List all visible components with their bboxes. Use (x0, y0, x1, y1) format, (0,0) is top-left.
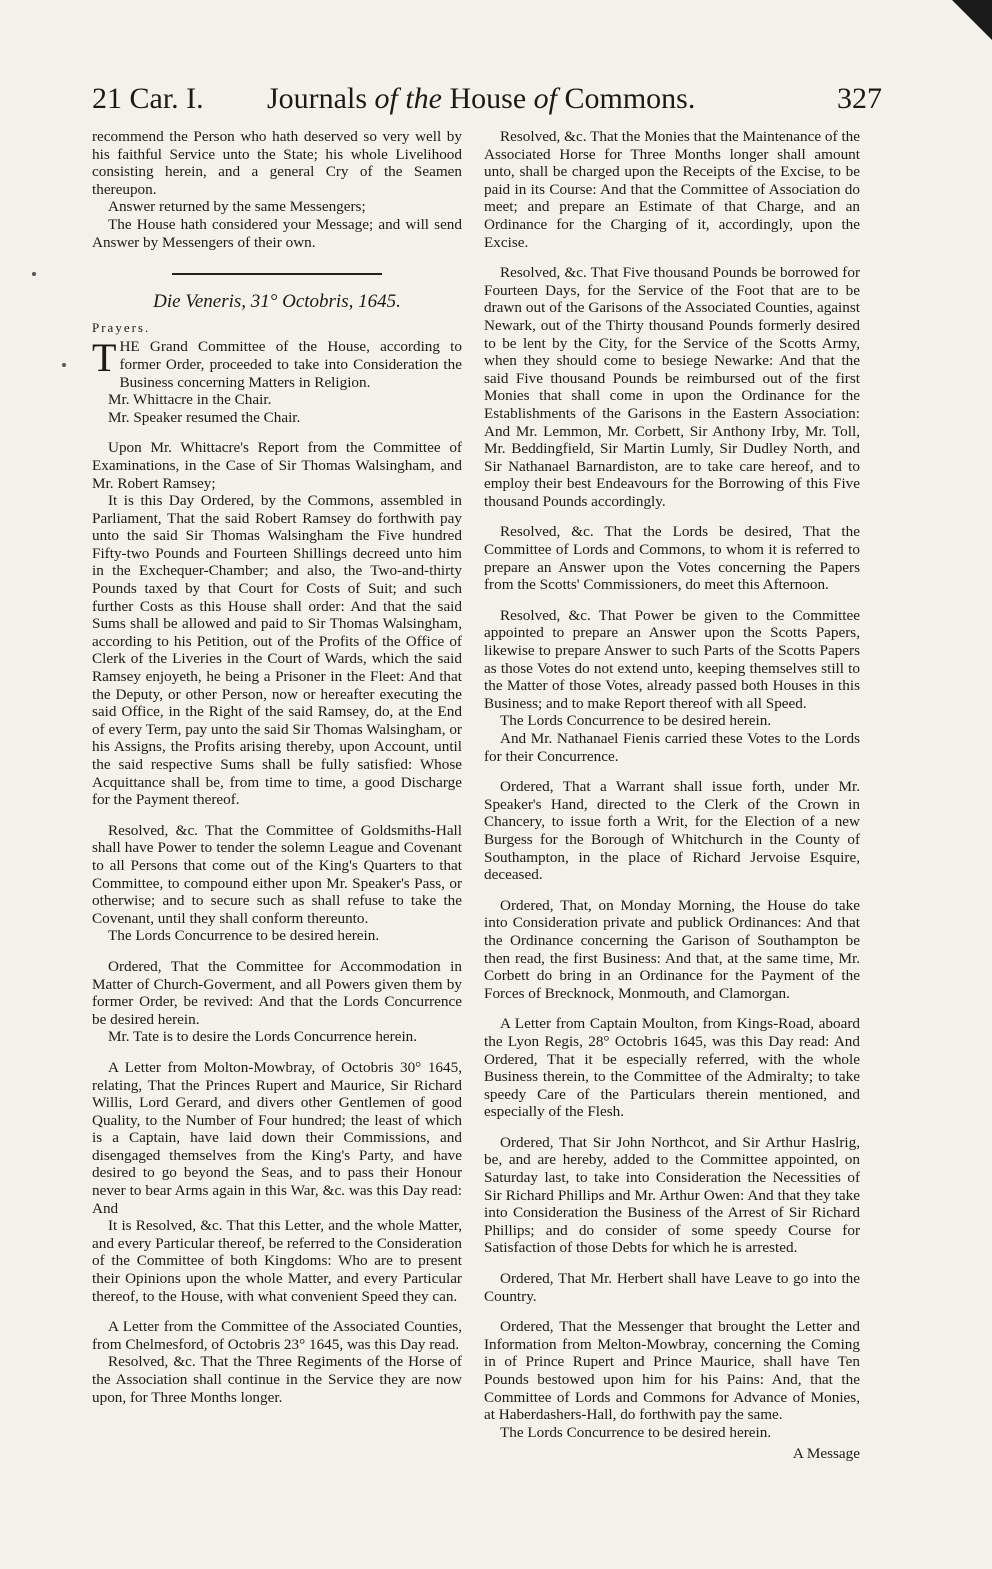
paragraph: Answer returned by the same Messengers; (108, 198, 366, 216)
paragraph: Mr. Speaker resumed the Chair. (108, 408, 301, 426)
paragraph: A Letter from Molton-Mowbray, of Octobris 30° 1645, relating, That the Princes Rupert and Maurice, Sir Richard Willis, Lord Gerard, and divers other Gentlemen of good Quality, to the Number of Four hundred; the least of which is a Captain, have laid down their Commissions, and disengaged themselves from the King's Party, and have desired to go beyond the Seas, and to pass their Honour never to bear Arms again in this War, &c. was this Day read: And (92, 1058, 462, 1217)
title-word: of (374, 82, 398, 115)
paragraph: It is Resolved, &c. That this Letter, and the whole Matter, and every Particular thereof, be referred to the Consideration of the Committee of both Kingdoms: Who are to present their Opinions upon the whole Matter, and every Particular thereof, to the House, with what convenient Speed they can. (92, 1217, 462, 1305)
paragraph: Mr. Tate is to desire the Lords Concurrence herein. (108, 1028, 418, 1046)
date-heading: Die Veneris, 31° Octobris, 1645. (153, 291, 401, 313)
paragraph: Resolved, &c. That the Committee of Goldsmiths-Hall shall have Power to tender the solemn League and Covenant to all Persons that come out of the King's Quarters to that Committee, to compound either upon Mr. Speaker's Pass, or otherwise; and to secure such as shall refuse to take the Covenant, until they shall conform thereunto. (92, 821, 462, 927)
paragraph: Ordered, That, on Monday Morning, the House do take into Consideration private and publick Ordinances: And that the Ordinance concerning the Garison of Southampton be then read, the first Business: And that, at the same time, Mr. Corbett do bring in an Ordinance for the Payment of the Forces of Brecknock, Monmouth, and Clamorgan. (484, 896, 860, 1002)
paragraph: Mr. Whittacre in the Chair. (108, 391, 272, 409)
paragraph-text: HE Grand Committee of the House, according to former Order, proceeded to take into Consideration the Business concerning Matters in Religion. (119, 338, 462, 391)
paragraph: A Letter from Captain Moulton, from Kings-Road, aboard the Lyon Regis, 28° Octobris 1645, was this Day read: And Ordered, That it be especially referred, with the whole Business therein, to the Committee of the Admiralty; to take speedy Care of the Particulars therein mentioned, and especially of the Flesh. (484, 1015, 860, 1121)
reign-label: 21 Car. I. (92, 82, 204, 115)
title-word: House (449, 82, 527, 115)
title-word: Commons. (564, 82, 696, 115)
drop-cap: T (92, 335, 117, 381)
page-number: 327 (837, 82, 882, 115)
paragraph: Ordered, That the Messenger that brought the Letter and Information from Melton-Mowbray, concerning the Coming in of Prince Rupert and Prince Maurice, shall have Ten Pounds bestowed upon him for his Pains: And, that the Committee of Lords and Commons for Advance of Monies, at Haberdashers-Hall, do forthwith pay the same. (484, 1318, 860, 1424)
page-corner-fold (952, 0, 992, 40)
paragraph: And Mr. Nathanael Fienis carried these Votes to the Lords for their Concurrence. (484, 730, 860, 765)
paragraph: Ordered, That a Warrant shall issue forth, under Mr. Speaker's Hand, directed to the Clerk of the Crown in Chancery, to issue forth a Writ, for the Election of a new Burgess for the Borough of Whitchurch in the County of Southampton, in the place of Richard Jervoise Esquire, deceased. (484, 778, 860, 884)
running-header (92, 82, 882, 126)
title-word: of (533, 82, 557, 115)
paragraph: Upon Mr. Whittacre's Report from the Committee of Examinations, in the Case of Sir Thomas Walsingham, and Mr. Robert Ramsey; (92, 439, 462, 492)
paragraph: Resolved, &c. That Power be given to the Committee appointed to prepare an Answer upon the Scotts Papers, likewise to prepare Answer to such Parts of the Scotts Papers as those Votes do not extend unto, keeping themselves still to the Matter of those Votes, already passed both Houses in this Business; and to make Report thereof with all Speed. (484, 606, 860, 712)
paragraph: The Lords Concurrence to be desired herein. (108, 927, 380, 945)
paragraph: Resolved, &c. That Five thousand Pounds be borrowed for Fourteen Days, for the Service of the Foot that are to be drawn out of the Garisons of the Associated Counties, against Newark, out of the Thirty thousand Pounds formerly desired to be lent by the City, for the Service of the Scotts Army, when they should come to besiege Newarke: And that the said Five thousand Pounds be reimbursed out of the first Monies that shall come in upon the Ordinance for the Establishments of the Garisons in the Eastern Association: And Mr. Lemmon, Mr. Corbett, Sir Anthony Irby, Mr. Toll, Mr. Beddingfield, Sir Martin Lumly, Sir Dudley North, and Sir Nathanael Barnardiston, are to take care hereof, and to employ their best Endeavours for the Borrowing of this Five thousand Pounds accordingly. (484, 264, 860, 510)
margin-speck (32, 272, 36, 276)
right-column (484, 128, 860, 1463)
title-word: the (405, 82, 442, 115)
paragraph: The Lords Concurrence to be desired herein. (500, 1423, 772, 1441)
prayers-heading: Prayers. (92, 319, 151, 335)
left-column (92, 128, 462, 1406)
paragraph: Ordered, That Mr. Herbert shall have Leave to go into the Country. (484, 1270, 860, 1305)
paragraph: Resolved, &c. That the Monies that the Maintenance of the Associated Horse for Three Months longer shall amount unto, shall be charged upon the Receipts of the Excise, to be paid in its Course: And that the Committee of Association do meet; and prepare an Estimate of that Charge, and an Ordinance for the Charging of it, accordingly, upon the Excise. (484, 128, 860, 251)
journal-title (267, 82, 695, 116)
paragraph: The Lords Concurrence to be desired herein. (500, 712, 772, 730)
paragraph: It is this Day Ordered, by the Commons, assembled in Parliament, That the said Robert Ramsey do forthwith pay unto the said Sir Thomas Walsingham the Five hundred Fifty-two Pounds and Fourteen Shillings decreed unto him in the Exchequer-Chamber; and also, the Two-and-thirty Pounds taxed by that Court for Costs of Suit; and such further Costs as this House shall order: And that the said Sums shall be allowed and paid to Sir Thomas Walsingham, according to his Petition, out of the Profits of the Office of Clerk of the Liveries in the Court of Wards, which the said Ramsey enjoyeth, he being a Prisoner in the Fleet: And that the Deputy, or other Person, now or hereafter executing the said Office, in the Right of the said Ramsey, do, at the End of every Term, pay unto the said Sir Thomas Walsingham, or his Assigns, the Profits arising thereby, upon Account, until the said respective Sums shall be fully satisfied: Whose Acquittance shall be, from time to time, a good Discharge for the Payment thereof. (92, 492, 462, 809)
title-word: Journals (267, 82, 367, 115)
paragraph: recommend the Person who hath deserved so very well by his faithful Service unto the State; his whole Livelihood consisting herein, and a general Cry of the Seamen thereupon. (92, 128, 462, 198)
paragraph (92, 335, 462, 391)
paragraph: Resolved, &c. That the Three Regiments of the Horse of the Association shall continue in the Service they are now upon, for Three Months longer. (92, 1353, 462, 1406)
catchword: A Message (792, 1445, 860, 1463)
paragraph: Resolved, &c. That the Lords be desired, That the Committee of Lords and Commons, to whom it is referred to prepare an Answer upon the Votes concerning the Papers from the Scotts' Commissioners, do meet this Afternoon. (484, 523, 860, 594)
paragraph: Ordered, That the Committee for Accommodation in Matter of Church-Goverment, and all Powers given them by former Order, be revived: And that the Lords Concurrence be desired herein. (92, 957, 462, 1028)
paragraph: A Letter from the Committee of the Associated Counties, from Chelmesford, of Octobris 23° 1645, was this Day read. (92, 1318, 462, 1353)
section-divider (172, 273, 382, 275)
paragraph: Ordered, That Sir John Northcot, and Sir Arthur Haslrig, be, and are hereby, added to the Committee appointed, on Saturday last, to take into Consideration the Necessities of Sir Richard Phillips and Mr. Arthur Owen: And that they take into Consideration the Business of the Arrest of Sir Richard Phillips; and do consider of some speedy Course for Satisfaction of those Debts for which he is arrested. (484, 1133, 860, 1257)
paragraph: The House hath considered your Message; and will send Answer by Messengers of their own. (92, 215, 462, 251)
margin-speck (62, 363, 66, 367)
